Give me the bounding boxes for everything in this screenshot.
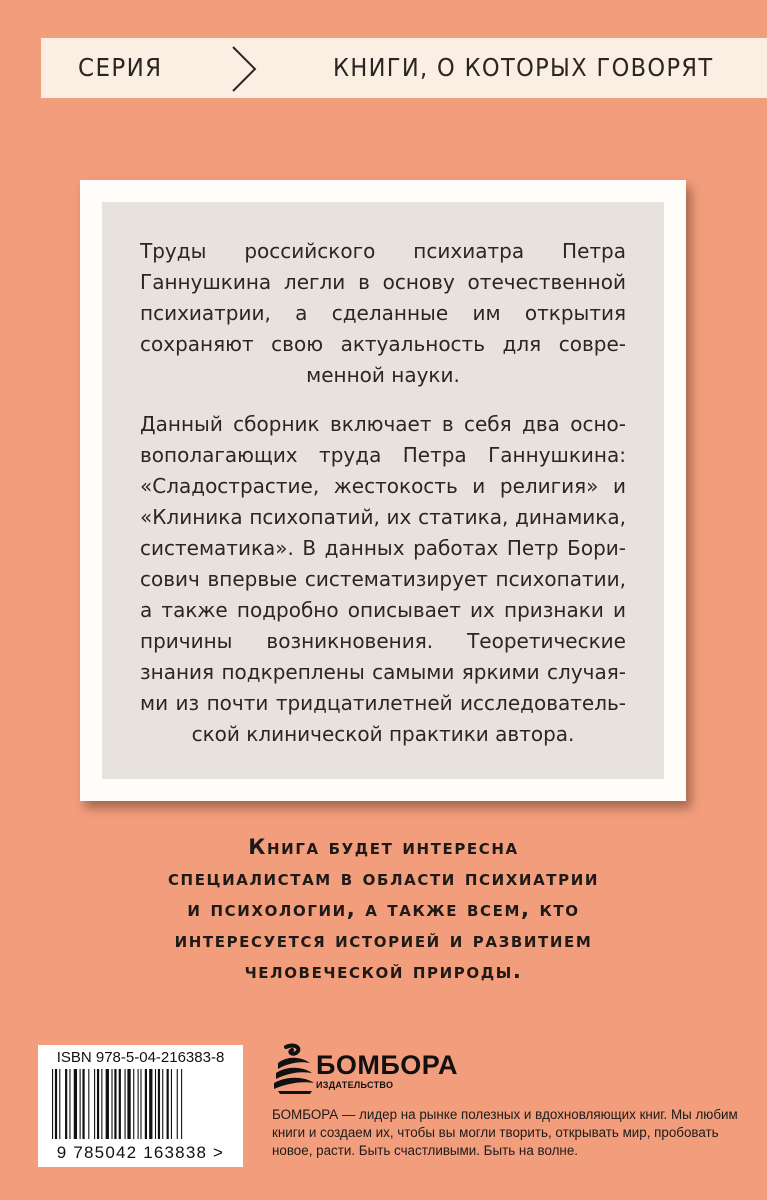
- isbn-text: ISBN 978-5-04-216383-8: [56, 1049, 225, 1066]
- audience-line-2: специалистам в области психиатрии: [167, 866, 600, 890]
- audience-line-1: Книга будет интересна: [248, 835, 519, 859]
- barcode-digits: 9 785042 163838 >: [56, 1143, 225, 1162]
- annotation-paragraph-1: Труды российского психиатра Петра Ганнушкина легли в основу отечественной психиатрии, а сделанные им открытия сохраняют свою актуальность для современной науки.: [140, 239, 626, 387]
- publisher-subtitle: ИЗДАТЕЛЬСТВО: [316, 1080, 394, 1090]
- annotation-card: [80, 180, 686, 801]
- audience-line-5: человеческой природы.: [244, 959, 523, 983]
- series-label: СЕРИЯ: [78, 53, 163, 82]
- audience-line-4: интересуется историей и развитием: [174, 928, 593, 952]
- barcode-box: [38, 1045, 243, 1167]
- annotation-paragraph-2: Данный сборник включает в себя два основополагающих труда Петра Ганнушкина: «Сладострастие, жестокость и религия» и «Клиника психопатий, их статика, динамика, систематика». В данных работах Петр Борисович впервые систематизирует психопатии, а также подробно описывает их признаки и причины возникновения. Теоретические знания подкреплены самыми яркими случаями из почти тридцатилетней исследовательской клинической практики автора.: [140, 412, 626, 746]
- publisher-description: БОМБОРА — лидер на рынке полезных и вдохновляющих книг. Мы любим книги и создаем их, чтобы вы могли творить, открывать мир, пробовать новое, расти. Быть счастливыми. Быть на волне.: [272, 1107, 738, 1158]
- series-bar: [41, 38, 767, 98]
- barcode-icon: [50, 1069, 232, 1141]
- publisher-brand: БОМБОРА: [316, 1050, 458, 1080]
- audience-statement: [60, 832, 707, 987]
- series-name: КНИГИ, О КОТОРЫХ ГОВОРЯТ: [333, 53, 714, 82]
- chevron-right-icon: [229, 44, 259, 94]
- bombora-logo-icon: [272, 1043, 316, 1095]
- audience-line-3: и психологии, а также всем, кто: [187, 897, 580, 921]
- annotation-panel: [102, 202, 664, 779]
